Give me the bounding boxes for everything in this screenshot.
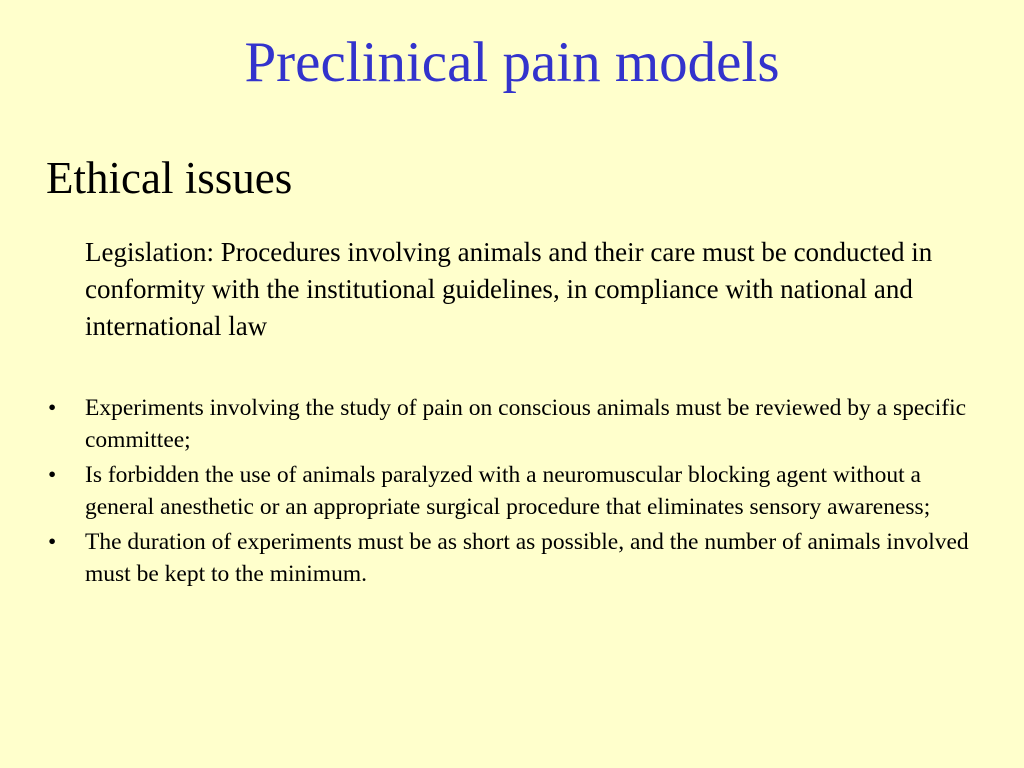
bullet-item-committee: [45, 392, 975, 456]
bullet-icon: •: [48, 395, 57, 421]
bullet-text: Experiments involving the study of pain on conscious animals must be reviewed by a specific committee;: [85, 395, 967, 453]
bullet-text: The duration of experiments must be as short as possible, and the number of animals involved must be kept to the minimum.: [85, 529, 969, 587]
bullet-list: [45, 392, 975, 593]
bullet-item-duration: [45, 526, 975, 590]
bullet-icon: •: [48, 529, 57, 555]
legislation-paragraph: Legislation: Procedures involving animals and their care must be conducted in conformity with the institutional guidelines, in compliance with national and international law: [85, 237, 933, 341]
bullet-item-paralysis: [45, 459, 975, 523]
bullet-text: Is forbidden the use of animals paralyzed with a neuromuscular blocking agent without a general anesthetic or an appropriate surgical procedure that eliminates sensory awareness;: [85, 462, 931, 520]
bullet-icon: •: [48, 462, 57, 488]
slide-title: Preclinical pain models: [244, 31, 780, 94]
slide-subtitle: Ethical issues: [46, 153, 293, 203]
